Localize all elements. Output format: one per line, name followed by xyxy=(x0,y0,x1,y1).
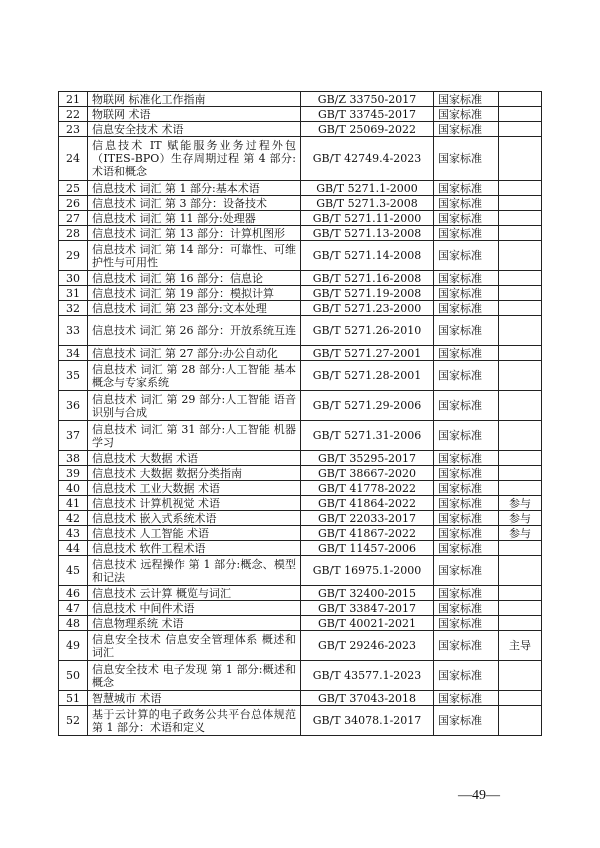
standard-type-cell: 国家标准 xyxy=(434,691,499,706)
standard-code-cell: GB/Z 33750-2017 xyxy=(301,92,434,107)
row-number-cell: 36 xyxy=(59,391,88,421)
standard-name-cell: 信息技术 词汇 第 26 部分：开放系统互连 xyxy=(88,316,301,346)
row-number-cell: 39 xyxy=(59,466,88,481)
standard-type-cell: 国家标准 xyxy=(434,122,499,137)
row-number-cell: 46 xyxy=(59,586,88,601)
standard-type-cell: 国家标准 xyxy=(434,706,499,736)
participation-role-cell xyxy=(499,241,542,271)
table-row xyxy=(59,556,542,586)
table-row xyxy=(59,107,542,122)
standard-code-cell: GB/T 5271.13-2008 xyxy=(301,226,434,241)
standard-name-cell: 信息技术 嵌入式系统术语 xyxy=(88,511,301,526)
row-number-cell: 33 xyxy=(59,316,88,346)
table-row xyxy=(59,211,542,226)
standards-table-body xyxy=(59,92,542,736)
standard-type-cell: 国家标准 xyxy=(434,286,499,301)
standard-name-cell: 基于云计算的电子政务公共平台总体规范 第 1 部分：术语和定义 xyxy=(88,706,301,736)
standard-name-cell: 信息技术 词汇 第 3 部分：设备技术 xyxy=(88,196,301,211)
standard-code-cell: GB/T 35295-2017 xyxy=(301,451,434,466)
row-number-cell: 31 xyxy=(59,286,88,301)
row-number-cell: 50 xyxy=(59,661,88,691)
table-row xyxy=(59,616,542,631)
standard-type-cell: 国家标准 xyxy=(434,496,499,511)
row-number-cell: 26 xyxy=(59,196,88,211)
table-row xyxy=(59,661,542,691)
participation-role-cell xyxy=(499,92,542,107)
standard-type-cell: 国家标准 xyxy=(434,616,499,631)
standard-name-cell: 信息技术 软件工程术语 xyxy=(88,541,301,556)
participation-role-cell xyxy=(499,181,542,196)
standard-type-cell: 国家标准 xyxy=(434,421,499,451)
table-row xyxy=(59,541,542,556)
standard-type-cell: 国家标准 xyxy=(434,92,499,107)
participation-role-cell xyxy=(499,226,542,241)
standard-type-cell: 国家标准 xyxy=(434,361,499,391)
table-row xyxy=(59,511,542,526)
row-number-cell: 29 xyxy=(59,241,88,271)
standard-name-cell: 信息技术 词汇 第 27 部分:办公自动化 xyxy=(88,346,301,361)
standard-name-cell: 信息技术 IT 赋能服务业务过程外包（ITES-BPO）生存周期过程 第 4 部分:术语和概念 xyxy=(88,137,301,181)
row-number-cell: 51 xyxy=(59,691,88,706)
standard-name-cell: 物联网 术语 xyxy=(88,107,301,122)
participation-role-cell xyxy=(499,451,542,466)
standard-name-cell: 信息技术 人工智能 术语 xyxy=(88,526,301,541)
participation-role-cell xyxy=(499,286,542,301)
participation-role-cell xyxy=(499,122,542,137)
standard-code-cell: GB/T 25069-2022 xyxy=(301,122,434,137)
standard-code-cell: GB/T 34078.1-2017 xyxy=(301,706,434,736)
standard-name-cell: 信息技术 计算机视觉 术语 xyxy=(88,496,301,511)
participation-role-cell xyxy=(499,346,542,361)
row-number-cell: 43 xyxy=(59,526,88,541)
participation-role-cell xyxy=(499,586,542,601)
standard-name-cell: 信息技术 云计算 概览与词汇 xyxy=(88,586,301,601)
row-number-cell: 42 xyxy=(59,511,88,526)
standard-type-cell: 国家标准 xyxy=(434,586,499,601)
table-row xyxy=(59,196,542,211)
participation-role-cell: 参与 xyxy=(499,496,542,511)
row-number-cell: 38 xyxy=(59,451,88,466)
standard-type-cell: 国家标准 xyxy=(434,541,499,556)
participation-role-cell xyxy=(499,691,542,706)
standard-code-cell: GB/T 33847-2017 xyxy=(301,601,434,616)
participation-role-cell xyxy=(499,137,542,181)
participation-role-cell: 参与 xyxy=(499,511,542,526)
standard-name-cell: 信息技术 词汇 第 31 部分:人工智能 机器学习 xyxy=(88,421,301,451)
standard-code-cell: GB/T 29246-2023 xyxy=(301,631,434,661)
standard-name-cell: 智慧城市 术语 xyxy=(88,691,301,706)
row-number-cell: 28 xyxy=(59,226,88,241)
row-number-cell: 21 xyxy=(59,92,88,107)
table-row xyxy=(59,137,542,181)
row-number-cell: 37 xyxy=(59,421,88,451)
standard-code-cell: GB/T 43577.1-2023 xyxy=(301,661,434,691)
standard-type-cell: 国家标准 xyxy=(434,346,499,361)
standard-name-cell: 信息技术 词汇 第 29 部分:人工智能 语音识别与合成 xyxy=(88,391,301,421)
table-row xyxy=(59,631,542,661)
table-row xyxy=(59,421,542,451)
standard-type-cell: 国家标准 xyxy=(434,196,499,211)
standard-code-cell: GB/T 40021-2021 xyxy=(301,616,434,631)
table-row xyxy=(59,92,542,107)
standard-code-cell: GB/T 5271.27-2001 xyxy=(301,346,434,361)
row-number-cell: 24 xyxy=(59,137,88,181)
standard-code-cell: GB/T 5271.3-2008 xyxy=(301,196,434,211)
standard-code-cell: GB/T 41778-2022 xyxy=(301,481,434,496)
participation-role-cell xyxy=(499,556,542,586)
table-row xyxy=(59,706,542,736)
standard-name-cell: 信息技术 词汇 第 11 部分:处理器 xyxy=(88,211,301,226)
row-number-cell: 35 xyxy=(59,361,88,391)
standard-type-cell: 国家标准 xyxy=(434,391,499,421)
participation-role-cell xyxy=(499,481,542,496)
standard-code-cell: GB/T 5271.19-2008 xyxy=(301,286,434,301)
table-row xyxy=(59,122,542,137)
row-number-cell: 44 xyxy=(59,541,88,556)
participation-role-cell xyxy=(499,301,542,316)
table-row xyxy=(59,286,542,301)
table-row xyxy=(59,391,542,421)
row-number-cell: 49 xyxy=(59,631,88,661)
table-row xyxy=(59,346,542,361)
standard-code-cell: GB/T 22033-2017 xyxy=(301,511,434,526)
standard-name-cell: 信息技术 词汇 第 16 部分：信息论 xyxy=(88,271,301,286)
row-number-cell: 25 xyxy=(59,181,88,196)
participation-role-cell: 参与 xyxy=(499,526,542,541)
row-number-cell: 45 xyxy=(59,556,88,586)
participation-role-cell xyxy=(499,211,542,226)
standard-name-cell: 信息技术 词汇 第 1 部分:基本术语 xyxy=(88,181,301,196)
standard-code-cell: GB/T 5271.31-2006 xyxy=(301,421,434,451)
standard-code-cell: GB/T 37043-2018 xyxy=(301,691,434,706)
participation-role-cell xyxy=(499,616,542,631)
standard-type-cell: 国家标准 xyxy=(434,226,499,241)
participation-role-cell xyxy=(499,706,542,736)
table-row xyxy=(59,361,542,391)
standard-name-cell: 信息安全技术 电子发现 第 1 部分:概述和概念 xyxy=(88,661,301,691)
participation-role-cell xyxy=(499,661,542,691)
standard-type-cell: 国家标准 xyxy=(434,451,499,466)
standards-table xyxy=(58,91,542,736)
standard-code-cell: GB/T 16975.1-2000 xyxy=(301,556,434,586)
standard-name-cell: 信息技术 词汇 第 23 部分:文本处理 xyxy=(88,301,301,316)
standard-type-cell: 国家标准 xyxy=(434,316,499,346)
standard-type-cell: 国家标准 xyxy=(434,601,499,616)
standard-code-cell: GB/T 5271.29-2006 xyxy=(301,391,434,421)
standard-code-cell: GB/T 5271.14-2008 xyxy=(301,241,434,271)
table-row xyxy=(59,241,542,271)
standard-code-cell: GB/T 5271.16-2008 xyxy=(301,271,434,286)
participation-role-cell xyxy=(499,466,542,481)
standard-code-cell: GB/T 5271.23-2000 xyxy=(301,301,434,316)
participation-role-cell xyxy=(499,421,542,451)
row-number-cell: 47 xyxy=(59,601,88,616)
participation-role-cell xyxy=(499,271,542,286)
page-number: —49— xyxy=(458,788,500,803)
participation-role-cell xyxy=(499,316,542,346)
standard-type-cell: 国家标准 xyxy=(434,301,499,316)
standard-name-cell: 信息技术 远程操作 第 1 部分:概念、模型和记法 xyxy=(88,556,301,586)
participation-role-cell: 主导 xyxy=(499,631,542,661)
standard-name-cell: 信息技术 词汇 第 14 部分：可靠性、可维护性与可用性 xyxy=(88,241,301,271)
table-row xyxy=(59,691,542,706)
table-row xyxy=(59,226,542,241)
table-row xyxy=(59,496,542,511)
standard-code-cell: GB/T 5271.28-2001 xyxy=(301,361,434,391)
participation-role-cell xyxy=(499,107,542,122)
participation-role-cell xyxy=(499,541,542,556)
standard-type-cell: 国家标准 xyxy=(434,466,499,481)
standard-name-cell: 信息安全技术 信息安全管理体系 概述和词汇 xyxy=(88,631,301,661)
standard-type-cell: 国家标准 xyxy=(434,137,499,181)
standard-type-cell: 国家标准 xyxy=(434,511,499,526)
participation-role-cell xyxy=(499,601,542,616)
standard-code-cell: GB/T 41864-2022 xyxy=(301,496,434,511)
standard-name-cell: 信息安全技术 术语 xyxy=(88,122,301,137)
table-row xyxy=(59,586,542,601)
standard-name-cell: 物联网 标准化工作指南 xyxy=(88,92,301,107)
row-number-cell: 41 xyxy=(59,496,88,511)
standard-name-cell: 信息技术 词汇 第 19 部分：模拟计算 xyxy=(88,286,301,301)
row-number-cell: 52 xyxy=(59,706,88,736)
table-row xyxy=(59,301,542,316)
standard-code-cell: GB/T 5271.11-2000 xyxy=(301,211,434,226)
standard-type-cell: 国家标准 xyxy=(434,241,499,271)
standard-code-cell: GB/T 42749.4-2023 xyxy=(301,137,434,181)
participation-role-cell xyxy=(499,391,542,421)
row-number-cell: 22 xyxy=(59,107,88,122)
standard-code-cell: GB/T 11457-2006 xyxy=(301,541,434,556)
standard-code-cell: GB/T 33745-2017 xyxy=(301,107,434,122)
table-row xyxy=(59,181,542,196)
table-row xyxy=(59,466,542,481)
standard-type-cell: 国家标准 xyxy=(434,211,499,226)
standard-name-cell: 信息技术 大数据 数据分类指南 xyxy=(88,466,301,481)
standard-type-cell: 国家标准 xyxy=(434,661,499,691)
standard-name-cell: 信息技术 工业大数据 术语 xyxy=(88,481,301,496)
standard-code-cell: GB/T 41867-2022 xyxy=(301,526,434,541)
standard-type-cell: 国家标准 xyxy=(434,526,499,541)
standard-name-cell: 信息技术 中间件术语 xyxy=(88,601,301,616)
standard-type-cell: 国家标准 xyxy=(434,271,499,286)
participation-role-cell xyxy=(499,196,542,211)
row-number-cell: 30 xyxy=(59,271,88,286)
table-row xyxy=(59,481,542,496)
table-row xyxy=(59,271,542,286)
standard-name-cell: 信息技术 词汇 第 28 部分:人工智能 基本概念与专家系统 xyxy=(88,361,301,391)
standard-name-cell: 信息物理系统 术语 xyxy=(88,616,301,631)
table-row xyxy=(59,526,542,541)
row-number-cell: 32 xyxy=(59,301,88,316)
row-number-cell: 34 xyxy=(59,346,88,361)
table-row xyxy=(59,316,542,346)
participation-role-cell xyxy=(499,361,542,391)
table-row xyxy=(59,451,542,466)
standard-name-cell: 信息技术 词汇 第 13 部分：计算机图形 xyxy=(88,226,301,241)
standard-name-cell: 信息技术 大数据 术语 xyxy=(88,451,301,466)
table-row xyxy=(59,601,542,616)
standard-code-cell: GB/T 5271.26-2010 xyxy=(301,316,434,346)
row-number-cell: 23 xyxy=(59,122,88,137)
standard-type-cell: 国家标准 xyxy=(434,181,499,196)
standard-code-cell: GB/T 5271.1-2000 xyxy=(301,181,434,196)
standard-type-cell: 国家标准 xyxy=(434,107,499,122)
row-number-cell: 48 xyxy=(59,616,88,631)
standard-code-cell: GB/T 38667-2020 xyxy=(301,466,434,481)
row-number-cell: 40 xyxy=(59,481,88,496)
standard-type-cell: 国家标准 xyxy=(434,481,499,496)
standard-type-cell: 国家标准 xyxy=(434,556,499,586)
standard-type-cell: 国家标准 xyxy=(434,631,499,661)
row-number-cell: 27 xyxy=(59,211,88,226)
standard-code-cell: GB/T 32400-2015 xyxy=(301,586,434,601)
